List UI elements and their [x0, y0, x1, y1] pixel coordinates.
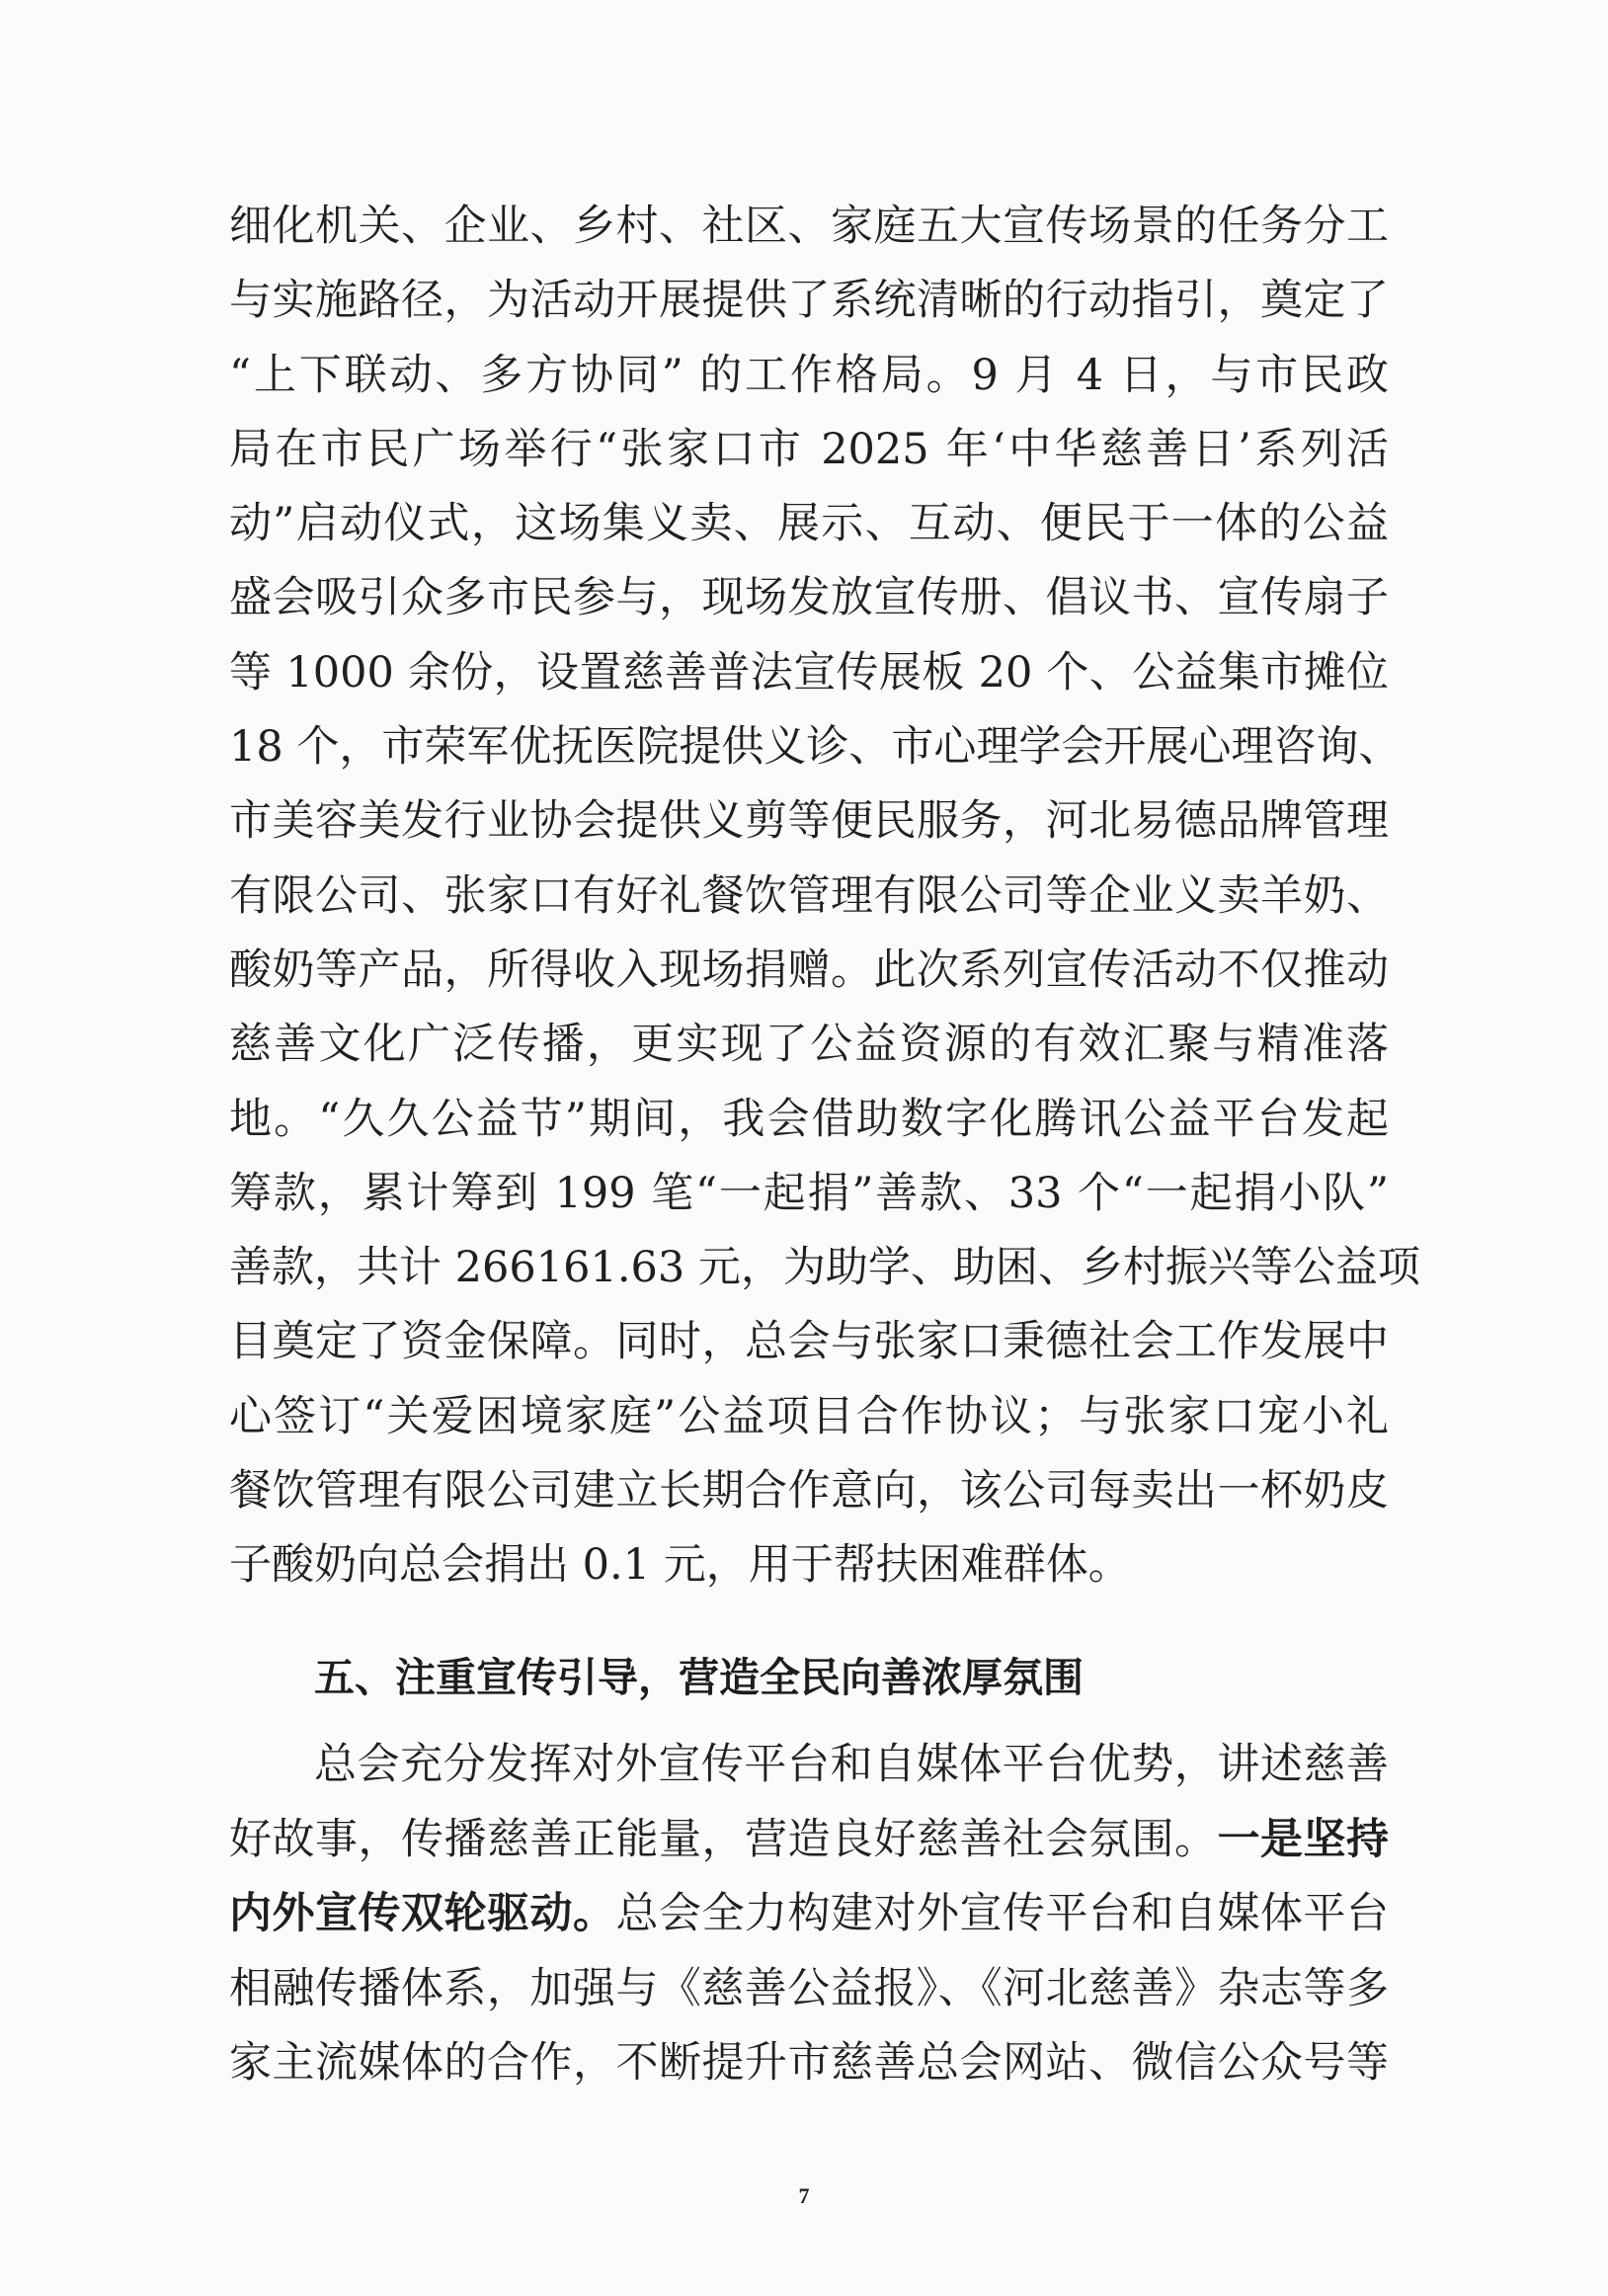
text-line: 盛会吸引众多市民参与，现场发放宣传册、倡议书、宣传扇子	[229, 573, 1389, 623]
text-line: 相融传播体系，加强与《慈善公益报》、《河北慈善》杂志等多	[229, 1963, 1389, 2013]
text-line: 善款，共计 266161.63 元，为助学、助困、乡村振兴等公益项	[229, 1243, 1420, 1293]
text-line: 慈善文化广泛传播，更实现了公益资源的有效汇聚与精准落	[229, 1020, 1389, 1070]
text-bold: 内外宣传双轮驱动。	[229, 1889, 616, 1938]
text-line: “上下联动、多方协同” 的工作格局。9 月 4 日，与市民政	[229, 350, 1389, 400]
section-heading: 五、注重宣传引导，营造全民向善浓厚氛围	[314, 1654, 1084, 1701]
text-line: 有限公司、张家口有好礼餐饮管理有限公司等企业义卖羊奶、	[229, 870, 1389, 921]
text-line: 动”启动仪式，这场集义卖、展示、互动、便民于一体的公益	[229, 499, 1389, 549]
text-line: 目奠定了资金保障。同时，总会与张家口秉德社会工作发展中	[229, 1317, 1389, 1367]
text-line: 酸奶等产品，所得收入现场捐赠。此次系列宣传活动不仅推动	[229, 944, 1389, 995]
text-line: 与实施路径，为活动开展提供了系统清晰的行动指引，奠定了	[229, 276, 1389, 326]
text-line: 家主流媒体的合作，不断提升市慈善总会网站、微信公众号等	[229, 2038, 1389, 2088]
text-line: 18 个，市荣军优抚医院提供义诊、市心理学会开展心理咨询、	[229, 722, 1402, 773]
text-line: 市美容美发行业协会提供义剪等便民服务，河北易德品牌管理	[229, 796, 1389, 847]
text-line: 等 1000 余份，设置慈善普法宣传展板 20 个、公益集市摊位	[229, 647, 1389, 697]
paragraph-body-2	[229, 1728, 1389, 2101]
paragraph-body	[229, 190, 1420, 1603]
text-line: 筹款，累计筹到 199 笔“一起捐”善款、33 个“一起捐小队”	[229, 1168, 1389, 1218]
text-line-mixed	[229, 1803, 1389, 1878]
text-line: 细化机关、企业、乡村、社区、家庭五大宣传场景的任务分工	[229, 202, 1389, 251]
text-bold: 一是坚持	[1217, 1814, 1389, 1864]
text-normal: 总会全力构建对外宣传平台和自媒体平台	[615, 1889, 1389, 1938]
page-number: 7	[798, 2183, 810, 2208]
text-line: 子酸奶向总会捐出 0.1 元，用于帮扶困难群体。	[229, 1540, 1131, 1591]
text-line-mixed	[229, 1877, 1389, 1952]
text-line: 心签订“关爱困境家庭”公益项目合作协议；与张家口宠小礼	[229, 1391, 1389, 1441]
text-line: 地。“久久公益节”期间，我会借助数字化腾讯公益平台发起	[229, 1094, 1389, 1144]
text-normal: 好故事，传播慈善正能量，营造良好慈善社会氛围。	[229, 1814, 1218, 1864]
text-line: 总会充分发挥对外宣传平台和自媒体平台优势，讲述慈善	[314, 1740, 1389, 1789]
text-line: 局在市民广场举行“张家口市 2025 年‘中华慈善日’系列活	[229, 424, 1389, 474]
text-line: 餐饮管理有限公司建立长期合作意向，该公司每卖出一杯奶皮	[229, 1466, 1389, 1517]
